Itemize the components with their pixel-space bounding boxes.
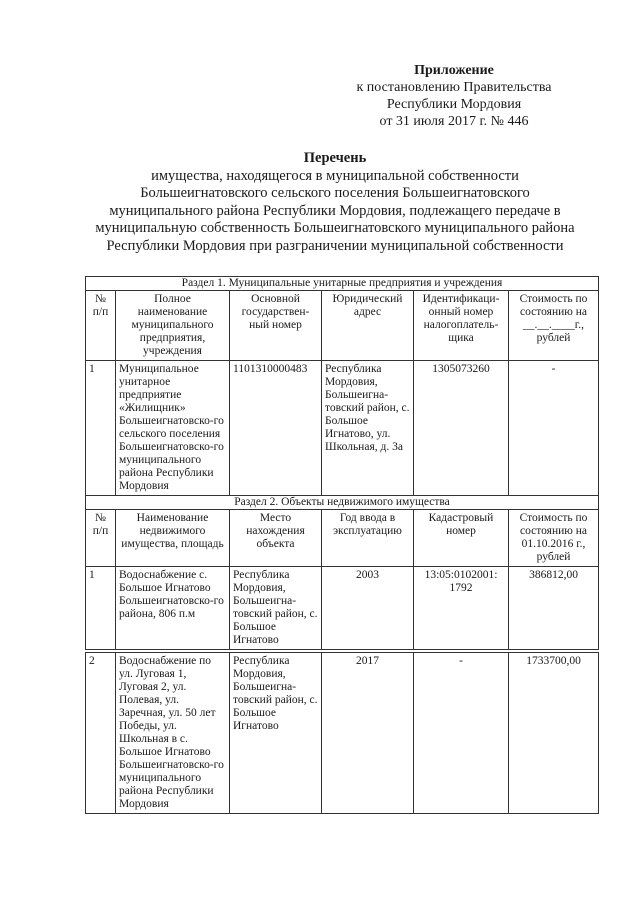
heading-line: имущества, находящегося в муниципальной собственности <box>151 167 519 184</box>
table-cell: Республика Мордовия, Большеигна-товский район, с. Большое Игнатово, ул. Школьная, д. 3а <box>322 361 414 496</box>
table-row <box>86 653 599 814</box>
table-row <box>86 361 599 496</box>
header-cell: Основной государствен-ный номер <box>230 291 322 361</box>
header-cell: № п/п <box>86 291 116 361</box>
table-cell: 2017 <box>322 653 414 814</box>
table-cell: Водоснабжение по ул. Луговая 1, Луговая 2, ул. Полевая, ул. Заречная, ул. 50 лет Победы, ул. Школьная в с. Большое Игнатово Большеигнатовско-го муниципального района Республики Мордовия <box>116 653 230 814</box>
table-row <box>86 567 599 650</box>
heading-line: муниципального района Республики Мордовия, подлежащего передаче в <box>109 202 561 219</box>
header-cell: Место нахождения объекта <box>230 510 322 567</box>
table-cell: 386812,00 <box>509 567 599 650</box>
section-title-row <box>86 277 599 291</box>
header-cell: Юридический адрес <box>322 291 414 361</box>
heading-line: Большеигнатовского сельского поселения Большеигнатовского <box>140 185 530 201</box>
appendix-line: к постановлению Правительства <box>356 80 552 95</box>
table-cell: - <box>509 361 599 496</box>
table-cell: 2003 <box>322 567 414 650</box>
table-cell: 13:05:0102001: 1792 <box>414 567 509 650</box>
header-cell: Стоимость по состоянию на __.__.____г., рублей <box>509 291 599 361</box>
table-cell: 1 <box>86 567 116 650</box>
table-cell: 1733700,00 <box>509 653 599 814</box>
appendix-title: Приложение <box>414 63 494 78</box>
table-cell: 1 <box>86 361 116 496</box>
table-header-row <box>86 510 599 567</box>
section-title-row <box>86 496 599 510</box>
table-cell: 1305073260 <box>414 361 509 496</box>
table-cell: Республика Мордовия, Большеигна-товский район, с. Большое Игнатово <box>230 653 322 814</box>
document-title: Перечень <box>303 150 367 166</box>
appendix-line: от 31 июля 2017 г. № 446 <box>379 114 529 129</box>
table-cell: Водоснабжение с. Большое Игнатово Большеигнатовско-го района, 806 п.м <box>116 567 230 650</box>
header-cell: Стоимость по состоянию на 01.10.2016 г., рублей <box>509 510 599 567</box>
header-cell: Полное наименование муниципального предприятия, учреждения <box>116 291 230 361</box>
table-cell: - <box>414 653 509 814</box>
table-cell: 1101310000483 <box>230 361 322 496</box>
section-2-title: Раздел 2. Объекты недвижимого имущества <box>86 496 599 510</box>
table-cell: Республика Мордовия, Большеигна-товский район, с. Большое Игнатово <box>230 567 322 650</box>
header-cell: Наименование недвижимого имущества, площадь <box>116 510 230 567</box>
heading-line: муниципальную собственность Большеигнатовского муниципального района <box>95 220 575 236</box>
appendix-block <box>330 62 578 130</box>
header-cell: № п/п <box>86 510 116 567</box>
header-cell: Год ввода в эксплуатацию <box>322 510 414 567</box>
property-table <box>85 276 599 814</box>
table-cell: Муниципальное унитарное предприятие «Жилищник» Большеигнатовско-го сельского поселения Большеигнатовско-го муниципального района Республики Мордовия <box>116 361 230 496</box>
table-header-row <box>86 291 599 361</box>
header-cell: Идентификаци-онный номер налогоплатель-щика <box>414 291 509 361</box>
header-cell: Кадастровый номер <box>414 510 509 567</box>
appendix-line: Республики Мордовия <box>386 97 522 112</box>
table-cell: 2 <box>86 653 116 814</box>
document-heading <box>70 150 600 255</box>
section-1-title: Раздел 1. Муниципальные унитарные предприятия и учреждения <box>86 277 599 291</box>
heading-line: Республики Мордовия при разграничении муниципальной собственности <box>106 237 564 254</box>
